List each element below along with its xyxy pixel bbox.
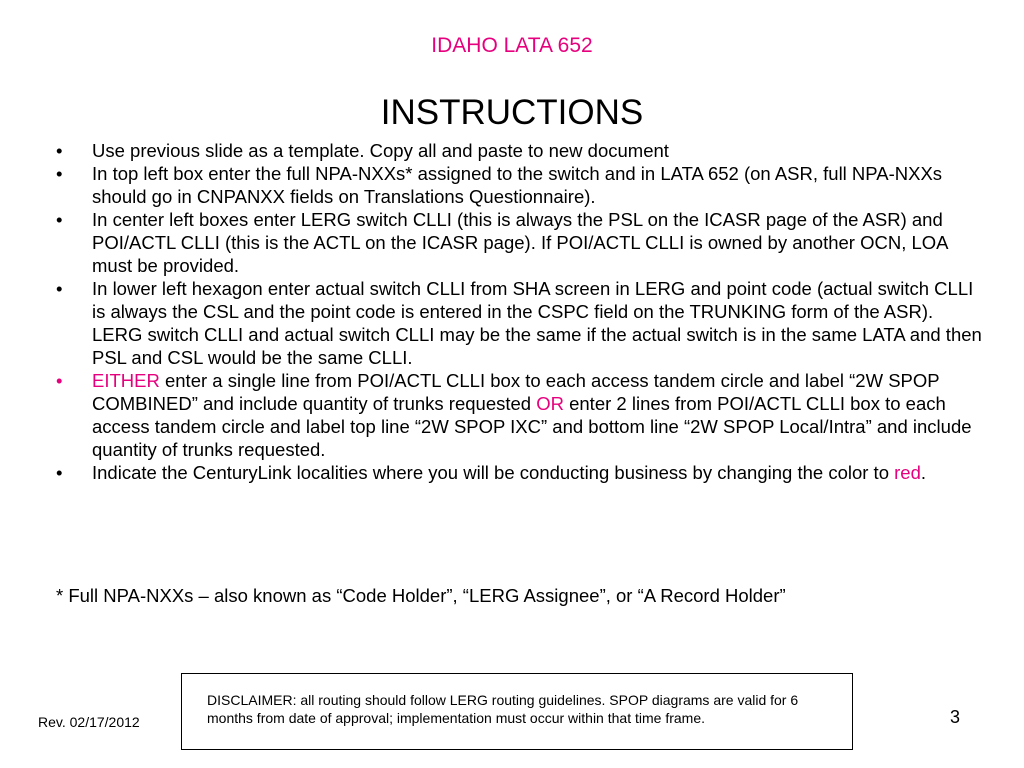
either-keyword: EITHER [92,370,160,391]
bullet-glyph: • [56,370,63,391]
list-item [56,139,986,162]
bullet-text: In center left boxes enter LERG switch CLLI (this is always the PSL on the ICASR page of the ASR) and POI/ACTL CLLI (this is the ACTL on the ICASR page). If POI/ACTL CLLI is owned by another OCN, LOA must be provided. [92,209,948,276]
bullet-glyph: • [56,278,63,299]
list-item [56,369,986,461]
instructions-list [56,139,986,484]
slide-heading: INSTRUCTIONS [380,93,644,132]
bullet-text: In top left box enter the full NPA-NXXs* assigned to the switch and in LATA 652 (on ASR, full NPA-NXXs should go in CNPANXX fields on Translations Questionnaire). [92,163,943,207]
bullet-glyph: • [56,140,63,161]
bullet-glyph: • [56,462,63,483]
bullet-text: Indicate the CenturyLink localities where you will be conducting business by changing the color to [92,462,895,483]
list-item [56,162,986,208]
disclaimer-text: DISCLAIMER: all routing should follow LERG routing guidelines. SPOP diagrams are valid for 6 months from date of approval; implementation must occur within that time frame. [207,692,799,726]
slide-header-title: IDAHO LATA 652 [431,34,593,57]
list-item [56,461,986,484]
bullet-text: enter 2 lines from POI/ACTL CLLI box to each access tandem circle and label top line “2W SPOP IXC” and bottom line “2W SPOP Local/Intra” and include quantity of trunks requested. [92,393,972,460]
list-item [56,277,986,369]
list-item [56,208,986,277]
footnote: * Full NPA-NXXs – also known as “Code Holder”, “LERG Assignee”, or “A Record Holder” [56,585,786,606]
bullet-text: enter a single line from POI/ACTL CLLI box to each access tandem circle and label “2W SPOP COMBINED” and include quantity of trunks requested [92,370,940,414]
red-keyword: red [894,462,921,483]
bullet-glyph: • [56,209,63,230]
bullet-text: In lower left hexagon enter actual switch CLLI from SHA screen in LERG and point code (actual switch CLLI is always the CSL and the point code is entered in the CSPC field on the TRUNKING form of the ASR). LERG switch CLLI and actual switch CLLI may be the same if the actual switch is in the same LATA and then PSL and CSL would be the same CLLI. [92,278,982,368]
page-number: 3 [950,707,961,727]
bullet-text: . [920,462,927,483]
disclaimer-box [181,673,853,750]
bullet-text: Use previous slide as a template. Copy all and paste to new document [92,140,669,161]
bullet-glyph: • [56,163,63,184]
revision-date: Rev. 02/17/2012 [38,714,140,730]
or-keyword: OR [536,393,564,414]
